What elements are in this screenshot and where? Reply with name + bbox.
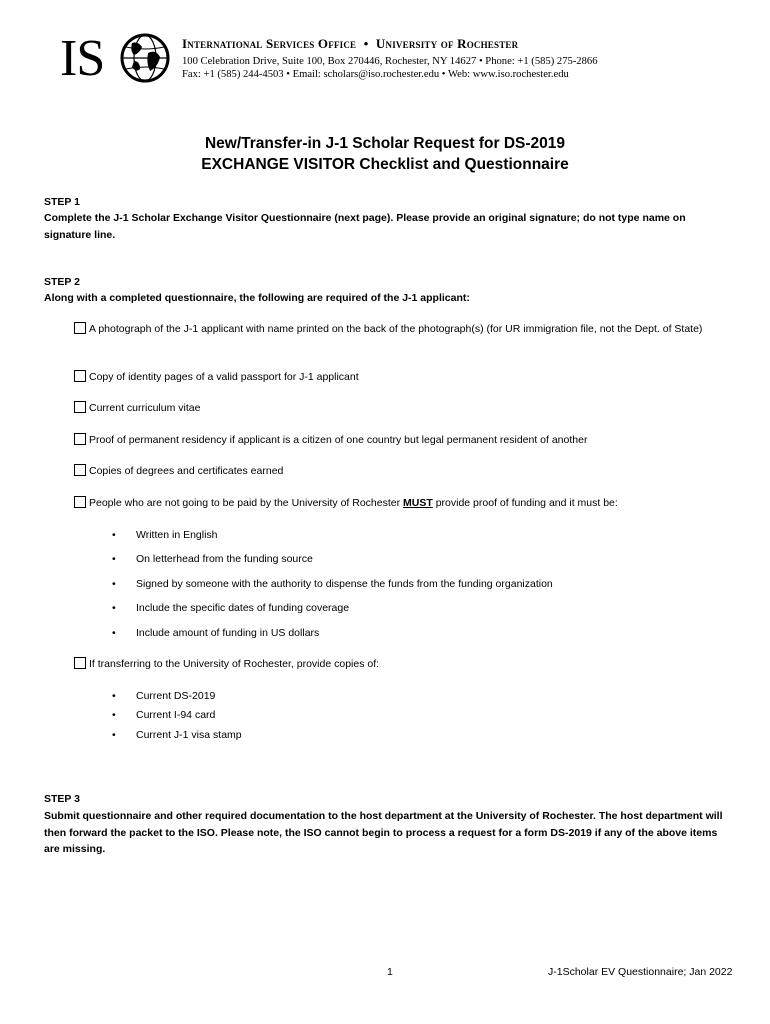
checklist-item bbox=[74, 463, 734, 479]
org-separator: • bbox=[363, 36, 369, 51]
checkbox[interactable] bbox=[74, 370, 86, 382]
checkbox[interactable] bbox=[74, 322, 86, 334]
checkbox[interactable] bbox=[74, 401, 86, 413]
checklist-item bbox=[74, 400, 734, 416]
org-name-office: International Services Office bbox=[182, 36, 357, 51]
checklist-item bbox=[74, 432, 734, 448]
address-line: 100 Celebration Drive, Suite 100, Box 270446, Rochester, NY 14627 • Phone: +1 (585) 275-2866 bbox=[182, 56, 598, 67]
step3-heading: STEP 3 bbox=[44, 793, 80, 805]
iso-logo-text: IS bbox=[60, 30, 105, 87]
checklist-item bbox=[74, 321, 734, 337]
checkbox[interactable] bbox=[74, 433, 86, 445]
document-title: New/Transfer-in J-1 Scholar Request for DS-2019 bbox=[204, 135, 566, 152]
org-name-line bbox=[182, 36, 518, 52]
checklist-item-funding bbox=[74, 495, 734, 511]
step2-heading: STEP 2 bbox=[44, 276, 80, 288]
org-name-university: University of Rochester bbox=[375, 36, 519, 51]
checklist-item-label: Current curriculum vitae bbox=[89, 402, 201, 414]
checklist-item-label: Copies of degrees and certificates earned bbox=[89, 465, 284, 477]
checkbox[interactable] bbox=[74, 657, 86, 669]
checklist-item-label: People who are not going to be paid by the University of Rochester MUST provide proof of funding and it must be: bbox=[89, 497, 618, 509]
globe-logo-icon bbox=[120, 33, 170, 83]
checklist-item-label: Copy of identity pages of a valid passport for J-1 applicant bbox=[89, 371, 359, 383]
checklist-item-transfer bbox=[74, 656, 734, 672]
checkbox[interactable] bbox=[74, 496, 86, 508]
footer-note: J-1Scholar EV Questionnaire; Jan 2022 bbox=[548, 966, 733, 978]
checklist-item-label: If transferring to the University of Rochester, provide copies of: bbox=[89, 658, 380, 670]
step1-text: Complete the J-1 Scholar Exchange Visitor Questionnaire (next page). Please provide an original signature; do not type name on signature line. bbox=[44, 212, 686, 241]
page-number: 1 bbox=[387, 966, 393, 978]
checklist-item bbox=[74, 369, 734, 385]
contact-line: Fax: +1 (585) 244-4503 • Email: scholars@iso.rochester.edu • Web: www.iso.rochester.edu bbox=[182, 69, 569, 80]
checklist-item-label: Proof of permanent residency if applicant is a citizen of one country but legal permanent resident of another bbox=[89, 434, 588, 446]
step3-text: Submit questionnaire and other required documentation to the host department at the University of Rochester. The host department will then forward the packet to the ISO. Please note, the ISO cannot begin to process a request for a form DS-2019 if any of the above items are missing. bbox=[44, 810, 723, 855]
document-subtitle: EXCHANGE VISITOR Checklist and Questionnaire bbox=[201, 156, 569, 173]
checklist-item-label: A photograph of the J-1 applicant with name printed on the back of the photograph(s) (for UR immigration file, not the Dept. of State) bbox=[89, 323, 703, 335]
step1-heading: STEP 1 bbox=[44, 196, 80, 208]
step2-intro: Along with a completed questionnaire, the following are required of the J-1 applicant: bbox=[44, 292, 470, 304]
checkbox[interactable] bbox=[74, 464, 86, 476]
must-emphasis: MUST bbox=[403, 497, 433, 509]
